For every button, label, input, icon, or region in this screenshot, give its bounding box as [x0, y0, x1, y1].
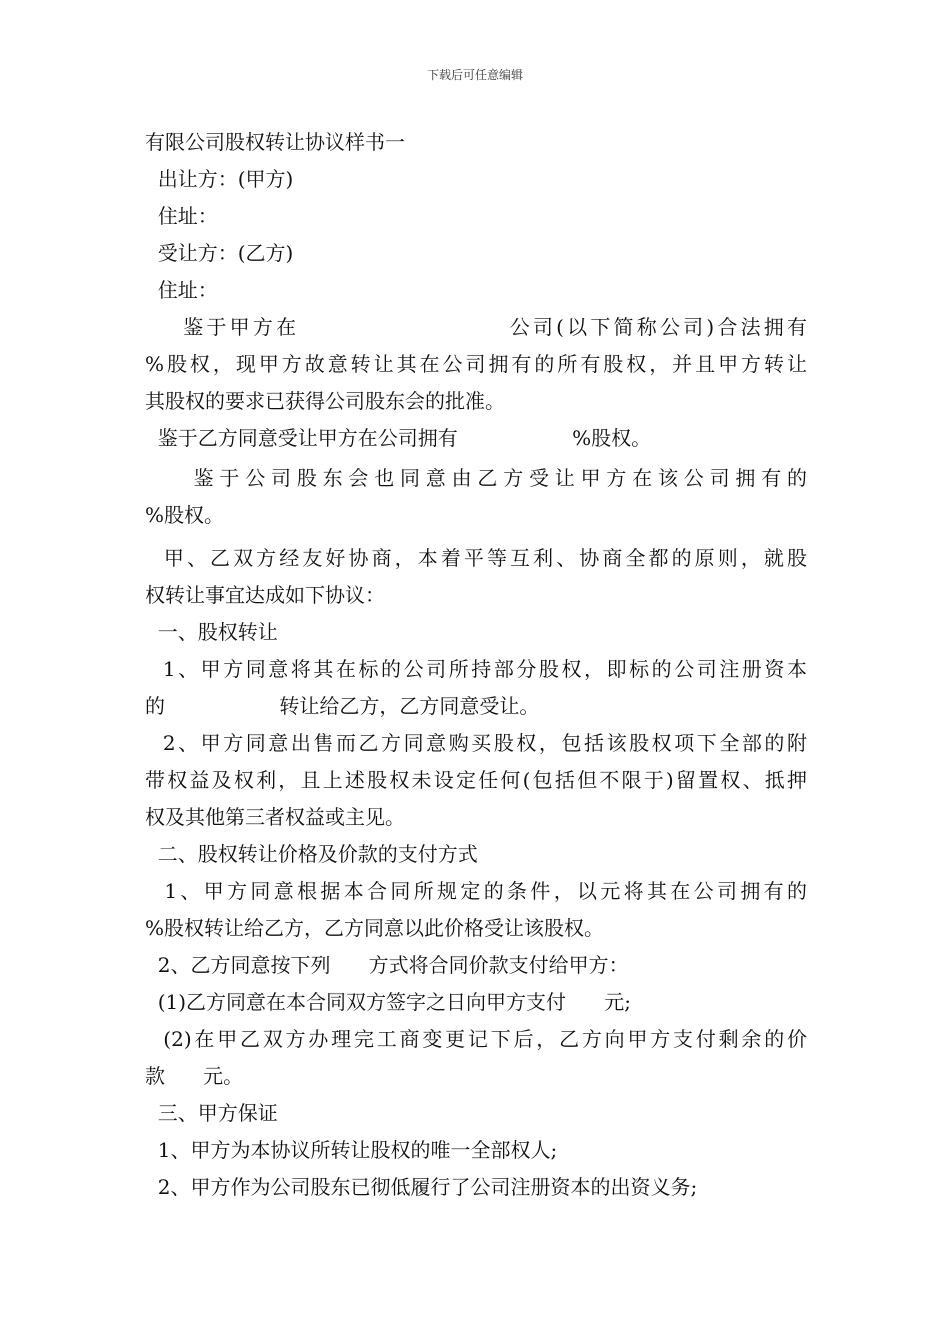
clause-1-2-line-1: 2、甲方同意出售而乙方同意购买股权，包括该股权项下全部的附: [145, 731, 807, 755]
party-b-line: 受让方：(乙方): [145, 241, 294, 265]
section-3-heading: 三、甲方保证: [145, 1101, 278, 1125]
clause-1-1-line-2: 的 转让给乙方，乙方同意受让。: [145, 694, 540, 718]
clause-1-2-line-3: 权及其他第三者权益或主见。: [145, 805, 405, 829]
page-header-note: 下载后可任意编辑: [426, 68, 523, 82]
paragraph-1-line-1: 鉴于甲方在 公司(以下简称公司)合法拥有: [145, 315, 807, 339]
clause-3-2: 2、甲方作为公司股东已彻低履行了公司注册资本的出资义务;: [145, 1175, 698, 1199]
party-a-line: 出让方：(甲方): [145, 167, 294, 191]
address-a-line: 住址：: [145, 204, 218, 228]
paragraph-3-line-1: 鉴于公司股东会也同意由乙方受让甲方在该公司拥有的: [145, 466, 807, 490]
paragraph-3-line-2: %股权。: [145, 503, 225, 527]
paragraph-2: 鉴于乙方同意受让甲方在公司拥有 %股权。: [145, 426, 652, 450]
address-b-line: 住址：: [145, 278, 218, 302]
clause-2-1-line-2: %股权转让给乙方，乙方同意以此价格受让该股权。: [145, 916, 605, 940]
paragraph-4-line-1: 甲、乙双方经友好协商，本着平等互利、协商全都的原则，就股: [145, 546, 807, 570]
clause-2-2-2-line-1: (2)在甲乙双方办理完工商变更记下后，乙方向甲方支付剩余的价: [145, 1027, 807, 1051]
document-title: 有限公司股权转让协议样书一: [145, 130, 405, 154]
clause-2-2: 2、乙方同意按下列 方式将合同价款支付给甲方：: [145, 953, 629, 977]
clause-2-1-line-1: 1、甲方同意根据本合同所规定的条件，以元将其在公司拥有的: [145, 879, 807, 903]
clause-1-1-line-1: 1、甲方同意将其在标的公司所持部分股权，即标的公司注册资本: [145, 657, 807, 681]
document-body: [145, 124, 807, 1206]
paragraph-1-line-2: %股权，现甲方故意转让其在公司拥有的所有股权，并且甲方转让: [145, 352, 807, 376]
section-1-heading: 一、股权转让: [145, 620, 278, 644]
clause-2-2-2-line-2: 款 元。: [145, 1064, 244, 1088]
clause-3-1: 1、甲方为本协议所转让股权的唯一全部权人;: [145, 1138, 558, 1162]
section-2-heading: 二、股权转让价格及价款的支付方式: [145, 842, 478, 866]
clause-2-2-1: (1)乙方同意在本合同双方签字之日向甲方支付 元;: [145, 990, 631, 1014]
paragraph-4-line-2: 权转让事宜达成如下协议：: [145, 583, 385, 607]
paragraph-1-line-3: 其股权的要求已获得公司股东会的批准。: [145, 389, 505, 413]
clause-1-2-line-2: 带权益及权利，且上述股权未设定任何(包括但不限于)留置权、抵押: [145, 768, 807, 792]
